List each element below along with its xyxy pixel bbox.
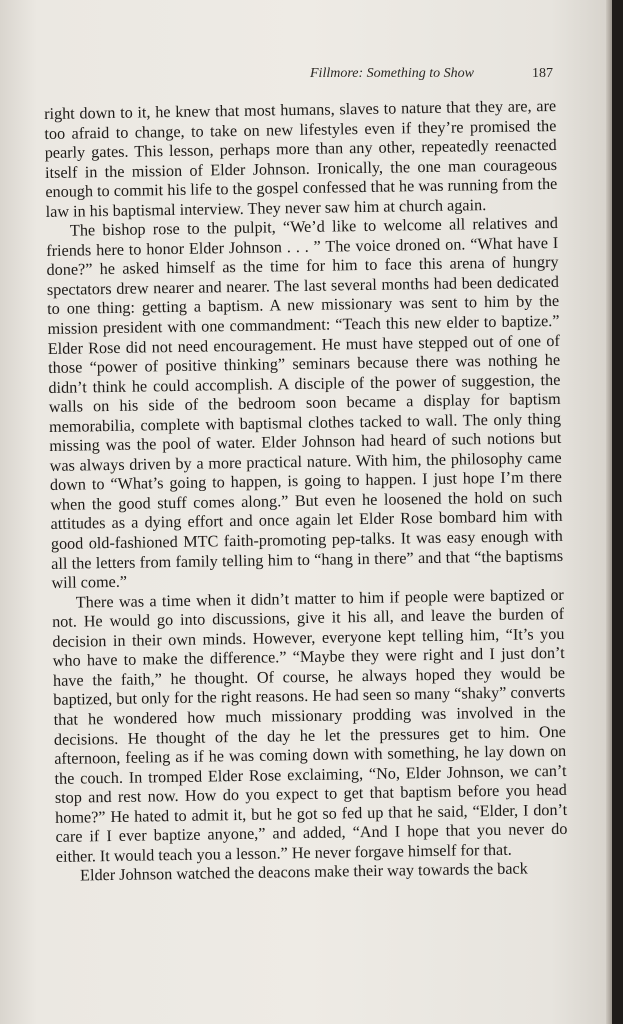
background-edge (612, 0, 623, 1024)
body-text (44, 97, 568, 887)
paragraph: The bishop rose to the pulpit, “We’d like to welcome all relatives and friends here to honor Elder Johnson . . . ” The voice droned on. “What have I done?” he asked himself as the time for him to face this arena of hungry spectators drew nearer and nearer. The last several months had been dedicated to one thing: getting a baptism. A new missionary was sent to him by the mission president with one commandment: “Teach this new elder to baptize.” Elder Rose did not need encouragement. He must have stepped out of one of those “power of positive thinking” seminars because there was nothing he didn’t think he could accomplish. A disciple of the power of suggestion, the walls on his side of the bedroom soon became a display for baptism memorabilia, complete with baptismal clothes tacked to wall. The only thing missing was the pool of water. Elder Johnson had heard of such notions but was always driven by a more practical nature. With him, the philosophy came down to “What’s going to happen, is going to happen. I just hope I’m there when the good stuff comes along.” But even he loosened the hold on such attitudes as a dying effort and once again let Elder Rose bombard him with good old-fashioned MTC faith-promoting pep-talks. It was easy enough with all the letters from family telling him to “hang in there” and that “the baptisms will come.” (46, 214, 564, 593)
running-head-title: Fillmore: Something to Show (310, 66, 474, 81)
page-number: 187 (532, 66, 553, 81)
paragraph: Elder Johnson watched the deacons make their way towards the back (79, 859, 528, 885)
paragraph: There was a time when it didn’t matter to him if people were baptized or not. He would go into discussions, give it his all, and leave the burden of decision in their own minds. However, everyone kept telling him, “It’s you who have to make the difference.” “Maybe they were right and I just don’t have the faith,” he thought. Of course, he always hoped they would be baptized, but only for the right reasons. He had seen so many “shaky” converts that he wondered how much missionary prodding was involved in the decisions. He thought of the day he let the pressures get to him. One afternoon, feeling as if he was coming down with something, he lay down on the couch. In tromped Elder Rose exclaiming, “No, Elder Johnson, we can’t stop and rest now. How do you expect to get that baptism before you head home?” He hated to admit it, but he got so fed up that he said, “Elder, I don’t care if I ever baptize anyone,” and added, “And I hope that you never do either. It would teach you a lesson.” He never forgave himself for that. (51, 585, 568, 866)
running-head (310, 66, 560, 82)
paragraph: right down to it, he knew that most humans, slaves to nature that they are, are too afraid to change, to take on new lifestyles even if they’re promised the pearly gates. This lesson, perhaps more than any other, repeatedly reenacted itself in the mission of Elder Johnson. Ironically, the one man courageous enough to commit his life to the gospel confessed that he was running from the law in his baptismal interview. They never saw him at church again. (44, 96, 558, 221)
